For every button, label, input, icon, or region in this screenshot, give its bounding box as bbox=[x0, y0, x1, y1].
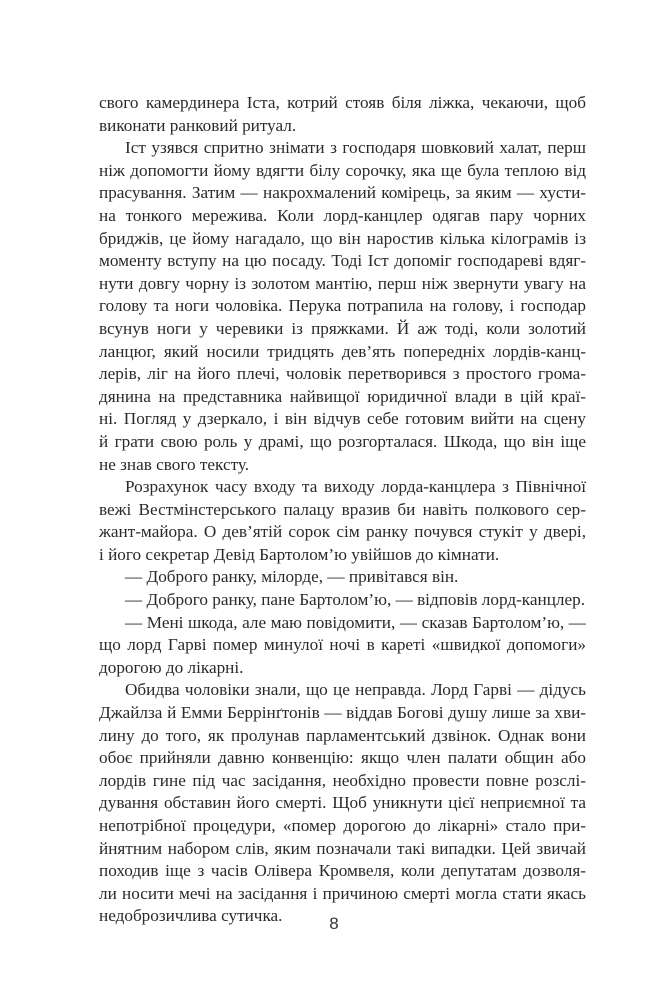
text-line: на тонкого мережива. Коли лорд-канцлер одягав пару чорних bbox=[99, 205, 586, 225]
text-line: — Доброго ранку, мілорде, — привітався він. bbox=[125, 567, 459, 587]
text-line: дянина на представника найвищої юридичної влади в цій краї- bbox=[99, 386, 586, 406]
paragraph bbox=[99, 137, 586, 476]
text-line: ніж допомогти йому вдягти білу сорочку, яка ще була теплою від bbox=[99, 160, 586, 180]
text-line: Обидва чоловіки знали, що це неправда. Лорд Гарві — дідусь bbox=[125, 680, 586, 700]
text-line: прасування. Затим — накрохмалений комірець, за яким — хусти- bbox=[99, 183, 586, 203]
text-line: обоє прийняли давню конвенцію: якщо член палати общин або bbox=[99, 748, 586, 768]
text-line: недоброзичлива сутичка. bbox=[99, 906, 283, 926]
text-line: моменту вступу на цю посаду. Тоді Іст допоміг господареві вдяг- bbox=[99, 251, 586, 271]
text-line: — Доброго ранку, пане Бартолом’ю, — відповів лорд-канцлер. bbox=[125, 590, 586, 610]
text-line: не знав свого тексту. bbox=[99, 454, 250, 474]
text-line: й грати свою роль у драмі, що розгорталася. Шкода, що він іще bbox=[99, 431, 586, 451]
text-line: йнятним набором слів, яким позначали такі випадки. Цей звичай bbox=[99, 838, 586, 858]
text-line: виконати ранковий ритуал. bbox=[99, 115, 297, 135]
text-line: лину до того, як пролунав парламентський дзвінок. Однак вони bbox=[99, 725, 586, 745]
text-line: свого камердинера Іста, котрий стояв біля ліжка, чекаючи, щоб bbox=[99, 93, 586, 112]
book-page-body bbox=[99, 92, 586, 928]
text-line: вежі Вестмінстерського палацу вразив би навіть полкового сер- bbox=[99, 499, 586, 519]
text-line: ні. Погляд у дзеркало, і він відчув себе готовим вийти на сцену bbox=[99, 409, 586, 429]
text-line: дорогою до лікарні. bbox=[99, 657, 244, 677]
text-line: ланцюг, який носили тридцять дев’ять попередніх лордів-канц- bbox=[99, 341, 586, 361]
text-line: походив іще з часів Олівера Кромвеля, коли депутатам дозволя- bbox=[99, 861, 586, 881]
text-line: Розрахунок часу входу та виходу лорда-канцлера з Північної bbox=[125, 477, 586, 497]
text-line: непотрібної процедури, «помер дорогою до лікарні» стало при- bbox=[99, 816, 586, 835]
text-line: лордів гине під час засідання, необхідно провести повне розслі- bbox=[99, 770, 586, 790]
paragraph bbox=[99, 612, 586, 680]
text-line: що лорд Гарві помер минулої ночі в кареті «швидкої допомоги» bbox=[99, 635, 586, 655]
paragraph bbox=[99, 679, 586, 928]
text-line: ли носити мечі на засідання і причиною смерті могла стати якась bbox=[99, 883, 586, 903]
text-line: — Мені шкода, але маю повідомити, — сказав Бартолом’ю, — bbox=[125, 612, 586, 632]
paragraph bbox=[99, 566, 586, 589]
text-line: жант-майора. О дев’ятій сорок сім ранку почувся стукіт у двері, bbox=[99, 522, 586, 542]
paragraph bbox=[99, 92, 586, 137]
text-line: нути довгу чорну із золотом мантію, перш ніж звернути увагу на bbox=[99, 273, 586, 293]
paragraph bbox=[99, 589, 586, 612]
paragraph bbox=[99, 476, 586, 566]
text-line: лерів, ліг на його плечі, чоловік перетворився з простого грома- bbox=[99, 364, 586, 384]
text-line: всунув ноги у черевики із пряжками. Й аж тоді, коли золотий bbox=[99, 318, 586, 338]
text-line: бриджів, це йому нагадало, що він наростив кілька кілограмів із bbox=[99, 228, 586, 248]
text-line: дування обставин його смерті. Щоб уникнути цієї неприємної та bbox=[99, 793, 586, 813]
text-line: голову та ноги чоловіка. Перука потрапила на голову, і господар bbox=[99, 296, 586, 316]
text-line: Джайлза й Емми Беррінґтонів — віддав Богові душу лише за хви- bbox=[99, 703, 586, 723]
text-line: і його секретар Девід Бартолом’ю увійшов до кімнати. bbox=[99, 544, 500, 564]
text-line: Іст узявся спритно знімати з господаря шовковий халат, перш bbox=[125, 138, 586, 158]
page-number: 8 bbox=[329, 914, 339, 933]
